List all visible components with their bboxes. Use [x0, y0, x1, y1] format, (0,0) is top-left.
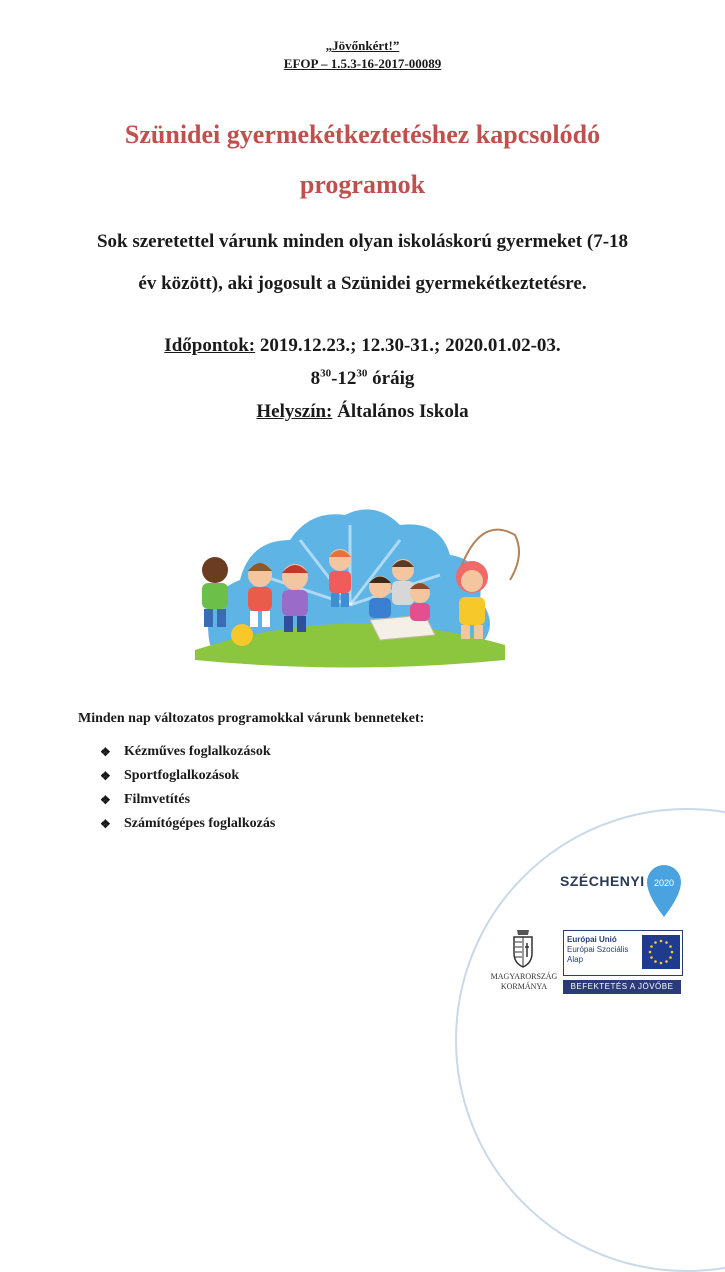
ball: [231, 624, 253, 646]
location-value: Általános Iskola: [332, 401, 469, 422]
intro-line2: év között), aki jogosult a Szünidei gyermekétkeztetésre.: [138, 273, 587, 294]
location-label: Helyszín:: [256, 401, 333, 422]
eu-text: Európai Unió Európai Szociális Alap: [567, 935, 629, 964]
main-title-line1: Szünidei gyermekétkeztetéshez kapcsolódó: [124, 120, 601, 149]
main-title-line2: programok: [299, 170, 426, 199]
project-code: EFOP – 1.5.3-16-2017-00089: [283, 56, 442, 71]
befektetes-banner: BEFEKTETÉS A JÖVŐBE: [563, 980, 681, 994]
time-separator: -12: [331, 368, 357, 389]
szechenyi-year: 2020: [653, 878, 675, 888]
programs-intro: Minden nap változatos programokkal várunk benneteket:: [78, 711, 425, 726]
time-line: [0, 368, 725, 390]
szechenyi-logo-text: SZÉCHENYI: [560, 873, 645, 889]
time-suffix: óráig: [367, 368, 415, 389]
diamond-bullet-icon: ❖: [100, 793, 111, 807]
szechenyi-pin-logo: [644, 863, 684, 919]
time-start-minutes: 30: [320, 367, 332, 380]
kid-6: [392, 559, 414, 605]
diamond-bullet-icon: ❖: [100, 817, 111, 831]
list-item: ❖ Kézműves foglalkozások: [100, 740, 275, 764]
eu-flag-icon: [642, 935, 680, 969]
list-item: ❖ Számítógépes foglalkozás: [100, 812, 275, 836]
time-end-minutes: 30: [356, 367, 368, 380]
list-item: ❖ Filmvetítés: [100, 788, 275, 812]
government-label: MAGYARORSZÁG KORMÁNYA: [490, 972, 558, 991]
dates-value: 2019.12.23.; 12.30-31.; 2020.01.02-03.: [255, 335, 561, 356]
diamond-bullet-icon: ❖: [100, 769, 111, 783]
coat-of-arms-icon: [510, 927, 536, 969]
intro-line1: Sok szeretettel várunk minden olyan iskoláskorú gyermeket (7-18: [96, 231, 629, 252]
eu-logo: [563, 930, 683, 976]
time-start: 8: [310, 368, 321, 389]
dates-line: [0, 335, 725, 357]
list-item: ❖ Sportfoglalkozások: [100, 764, 275, 788]
programs-list: [100, 740, 275, 836]
project-title: „Jövőnkért!”: [325, 38, 400, 53]
children-illustration: [180, 495, 520, 675]
diamond-bullet-icon: ❖: [100, 745, 111, 759]
dates-label: Időpontok:: [164, 335, 256, 356]
location-line: [0, 401, 725, 423]
